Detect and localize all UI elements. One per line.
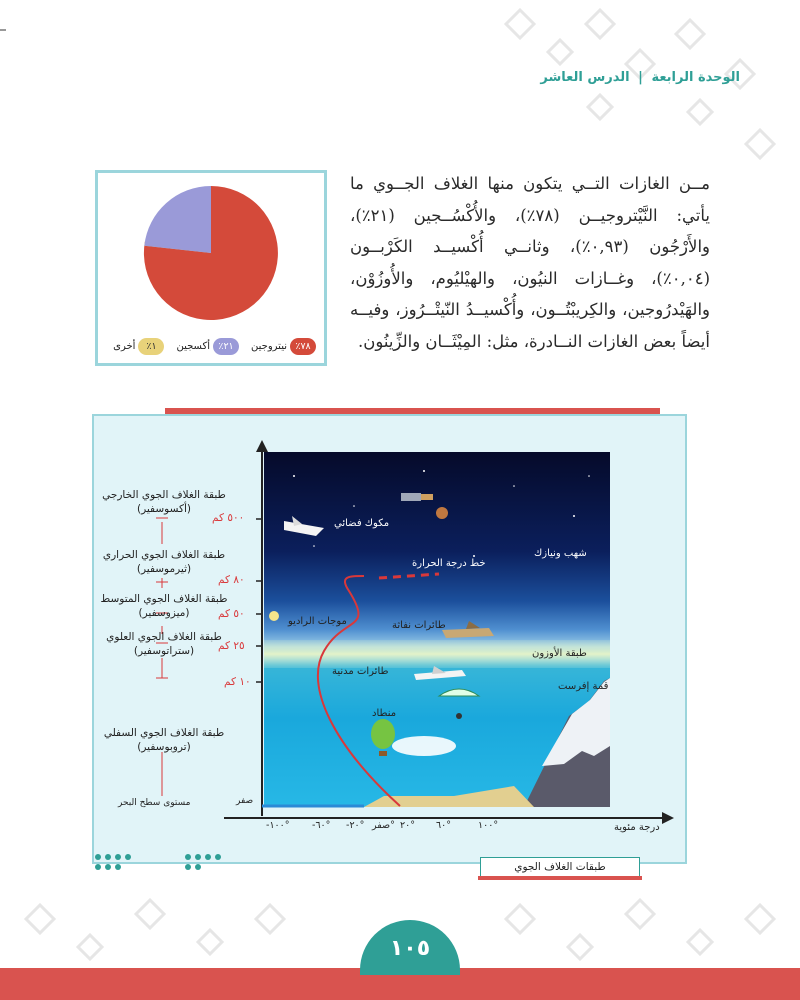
layer-label-stratosphere (94, 630, 234, 658)
layer-sub: (ستراتوسفير) (133, 645, 195, 657)
label-jets: طائرات نفاثة (392, 620, 446, 631)
pie-legend (106, 336, 316, 356)
legend-label: أكسجين (176, 340, 211, 352)
x-axis-label: درجة مئوية (614, 822, 660, 833)
altitude-label-50: ٥٠ كم (218, 608, 245, 620)
figure-caption: طبقات الغلاف الجوي (480, 857, 640, 877)
label-temp-line: خط درجة الحرارة (412, 558, 486, 569)
altitude-label-80: ٨٠ كم (218, 574, 245, 586)
x-tick: -٢٠° (346, 820, 365, 831)
layer-sub: (ميزوسفير) (138, 607, 190, 619)
layer-name: طبقة الغلاف الجوي المتوسط (100, 593, 228, 605)
layer-name: طبقة الغلاف الجوي الحراري (102, 549, 226, 561)
gases-paragraph (350, 168, 710, 357)
paragraph-text: مــن الغازات التــي يتكون منها الغلاف الجــوي ما يأتي: النَّيْتروجيــن (٧٨٪)، والأُكْسُــجين (٢١٪)، والأَرْجُون (٠,٩٣٪)، وثانــي أُكْسيــد الكَرْبــون (٠,٠٤٪)، وغــازات النيُون، والهيْليُوم، والأُوزُوْن، والهَيْدرُوجين، والكِريبْتُــون، وأُكْسيــدُ النّيتْــرُوز، وفيــه أيضاً بعض الغازات النــادرة، مثل: المِيْثَــان والزِّينُون. (350, 174, 710, 351)
atmosphere-layers-figure (92, 414, 687, 864)
layer-label-thermosphere (94, 548, 234, 576)
header-separator: | (638, 70, 643, 85)
legend-label: أخرى (113, 340, 136, 352)
label-everest: قمة إفرست (558, 681, 609, 692)
altitude-label-25: ٢٥ كم (218, 640, 245, 652)
layer-sub: (تروبوسفير) (137, 741, 191, 753)
layer-name: طبقة الغلاف الجوي العلوي (106, 631, 222, 643)
layer-label-troposphere (94, 726, 234, 754)
legend-nitrogen (251, 338, 316, 355)
cloud (392, 736, 456, 756)
layer-name: طبقة الغلاف الجوي الخارجي (102, 489, 226, 501)
x-tick: -٦٠° (312, 820, 331, 831)
x-tick: صفر° (372, 820, 395, 831)
layer-sub: (أكسوسفير) (137, 503, 191, 515)
lesson-header (540, 70, 740, 85)
label-airliner: طائرات مدنية (332, 666, 389, 677)
legend-badge: ١٪ (138, 338, 164, 355)
axis-arrow-up (256, 440, 268, 452)
label-balloon: منطاد (372, 708, 397, 719)
pie-chart (98, 173, 324, 333)
axis-arrow-right (662, 812, 674, 824)
label-meteors: شهب ونيازك (534, 548, 587, 559)
pie-slice-oxygen (144, 186, 211, 253)
x-tick: ٢٠° (400, 820, 415, 831)
radio-balloon-icon (269, 611, 279, 621)
lesson-title: الدرس العاشر (540, 70, 630, 85)
unit-title: الوحدة الرابعة (651, 70, 740, 85)
legend-badge: ٧٨٪ (290, 338, 316, 355)
sea-level-label: مستوى سطح البحر (118, 798, 191, 808)
caption-bar (478, 876, 642, 880)
layer-label-mesosphere (94, 592, 234, 620)
label-radio: موجات الراديو (288, 616, 347, 627)
altitude-label-zero: صفر (236, 796, 254, 806)
label-shuttle: مكوك فضائي (334, 518, 390, 529)
x-tick: ٦٠° (436, 820, 451, 831)
layer-sub: (ثيرموسفير) (136, 563, 192, 575)
legend-label: نيتروجين (251, 340, 287, 352)
x-tick: ١٠٠° (478, 820, 499, 831)
gas-composition-pie-figure (95, 170, 327, 366)
altitude-label-500: ٥٠٠ كم (212, 512, 245, 524)
dot-decoration (93, 852, 273, 876)
legend-other (113, 338, 164, 355)
layer-name: طبقة الغلاف الجوي السفلي (103, 727, 225, 739)
legend-oxygen (176, 338, 239, 355)
altitude-label-10: ١٠ كم (224, 676, 251, 688)
page-number: ١٠٥ (360, 920, 460, 975)
label-ozone: طبقة الأوزون (532, 648, 587, 659)
legend-badge: ٢١٪ (213, 338, 239, 355)
x-tick: -١٠٠° (266, 820, 290, 831)
